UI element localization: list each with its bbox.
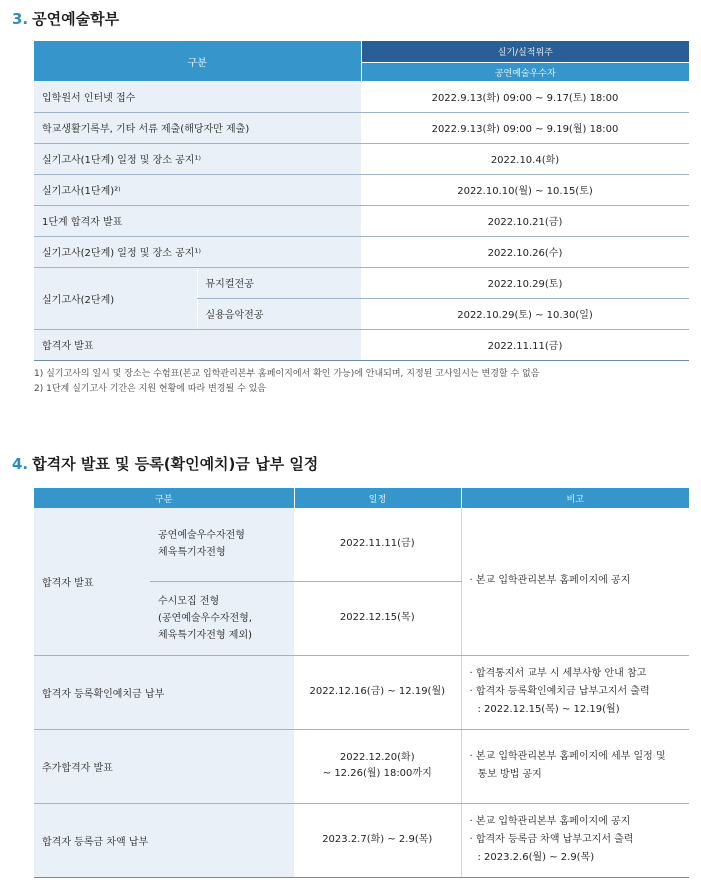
- section-3-number: 3.: [12, 10, 29, 28]
- row-label: 1단계 합격자 발표: [34, 205, 361, 236]
- row-value: 2022.10.26(수): [361, 236, 689, 267]
- row-label: 학교생활기록부, 기타 서류 제출(해당자만 제출): [34, 112, 361, 143]
- announce-sub2-line2: (공연예술우수자전형,: [158, 612, 253, 624]
- footnotes: [34, 367, 539, 397]
- table-row: [34, 112, 689, 143]
- row-label: 실기고사(1단계)²⁾: [34, 174, 361, 205]
- deposit-label: 합격자 등록확인예치금 납부: [34, 655, 294, 729]
- deposit-remark-3: : 2022.12.15(목) ~ 12.19(월): [477, 704, 620, 715]
- balance-remark-3: : 2023.2.6(월) ~ 2.9(목): [477, 852, 595, 863]
- deposit-value: 2022.12.16(금) ~ 12.19(월): [294, 655, 461, 729]
- balance-remark-1: · 본교 입학관리본부 홈페이지에 공지: [469, 816, 631, 827]
- additional-label: 추가합격자 발표: [34, 729, 294, 803]
- header-remark: 비고: [461, 488, 689, 508]
- additional-value-2: ~ 12.26(월) 18:00까지: [322, 768, 432, 779]
- section-3-title-text: 공연예술학부: [32, 10, 120, 28]
- registration-schedule-table: [34, 488, 689, 878]
- header-gubun: 구분: [34, 488, 294, 508]
- announce-remark: · 본교 입학관리본부 홈페이지에 공지: [461, 508, 689, 655]
- table-row: [34, 508, 689, 581]
- table-row: [34, 81, 689, 112]
- table-row: [34, 143, 689, 174]
- header-gubun: 구분: [34, 41, 361, 81]
- table-row: [34, 329, 689, 360]
- final-label: 합격자 발표: [34, 329, 361, 360]
- announce-sub2-line3: 체육특기자전형 제외): [158, 629, 253, 641]
- announce-sub1-line1: 공연예술우수자전형: [158, 530, 245, 542]
- balance-remark: [461, 803, 689, 877]
- table-row: [34, 729, 689, 803]
- section-4-title: [12, 453, 318, 474]
- additional-remark: [461, 729, 689, 803]
- row-value: 2022.9.13(화) 09:00 ~ 9.17(토) 18:00: [361, 81, 689, 112]
- announce-sub1-line2: 체육특기자전형: [158, 547, 226, 559]
- section-4-title-text: 합격자 발표 및 등록(확인예치)금 납부 일정: [32, 455, 319, 473]
- table-row: [34, 267, 689, 298]
- table-row: [34, 205, 689, 236]
- table-row: [34, 655, 689, 729]
- footnote-2: 2) 1단계 실기고사 기간은 지원 현황에 따라 변경될 수 있음: [34, 384, 266, 394]
- exam2-sub-label: 뮤지컬전공: [197, 267, 361, 298]
- final-value: 2022.11.11(금): [361, 329, 689, 360]
- announce-sub2-value: 2022.12.15(목): [294, 581, 461, 655]
- header-schedule: 일정: [294, 488, 461, 508]
- footnote-1: 1) 실기고사의 일시 및 장소는 수험표(본교 입학관리본부 홈페이지에서 확인 가능)에 안내되며, 지정된 고사일시는 변경할 수 없음: [34, 369, 540, 379]
- deposit-remark: [461, 655, 689, 729]
- additional-remark-2: 통보 방법 공지: [477, 769, 542, 780]
- table-row: [34, 803, 689, 877]
- row-label: 실기고사(2단계) 일정 및 장소 공지¹⁾: [34, 236, 361, 267]
- row-value: 2022.10.21(금): [361, 205, 689, 236]
- exam2-sub-value: 2022.10.29(토) ~ 10.30(일): [361, 298, 689, 329]
- additional-value-1: 2022.12.20(화): [339, 752, 415, 763]
- balance-value: 2023.2.7(화) ~ 2.9(목): [294, 803, 461, 877]
- balance-remark-2: · 합격자 등록금 차액 납부고지서 출력: [469, 834, 634, 845]
- table-row: [34, 174, 689, 205]
- deposit-remark-2: · 합격자 등록확인예치금 납부고지서 출력: [469, 686, 650, 697]
- section-3-title: [12, 8, 119, 29]
- announce-sub2: [150, 581, 294, 655]
- row-value: 2022.9.13(화) 09:00 ~ 9.19(월) 18:00: [361, 112, 689, 143]
- announce-sub2-line1: 수시모집 전형: [158, 595, 220, 607]
- exam2-sub-label: 실용음악전공: [197, 298, 361, 329]
- announce-label: 합격자 발표: [34, 508, 150, 655]
- exam2-sub-value: 2022.10.29(토): [361, 267, 689, 298]
- performing-arts-schedule-table: [34, 41, 689, 361]
- row-label: 입학원서 인터넷 접수: [34, 81, 361, 112]
- row-label: 실기고사(1단계) 일정 및 장소 공지¹⁾: [34, 143, 361, 174]
- section-4-number: 4.: [12, 455, 29, 473]
- table-row: [34, 236, 689, 267]
- row-value: 2022.10.4(화): [361, 143, 689, 174]
- row-value: 2022.10.10(월) ~ 10.15(토): [361, 174, 689, 205]
- additional-remark-1: · 본교 입학관리본부 홈페이지에 세부 일정 및: [469, 751, 666, 762]
- exam2-label: 실기고사(2단계): [34, 267, 197, 329]
- header-track: 공연예술우수자: [361, 63, 689, 81]
- deposit-remark-1: · 합격통지서 교부 시 세부사항 안내 참고: [469, 668, 647, 679]
- additional-value: [294, 729, 461, 803]
- balance-label: 합격자 등록금 차액 납부: [34, 803, 294, 877]
- announce-sub1-value: 2022.11.11(금): [294, 508, 461, 581]
- announce-sub1: [150, 508, 294, 581]
- header-group: 실기/실적위주: [361, 41, 689, 63]
